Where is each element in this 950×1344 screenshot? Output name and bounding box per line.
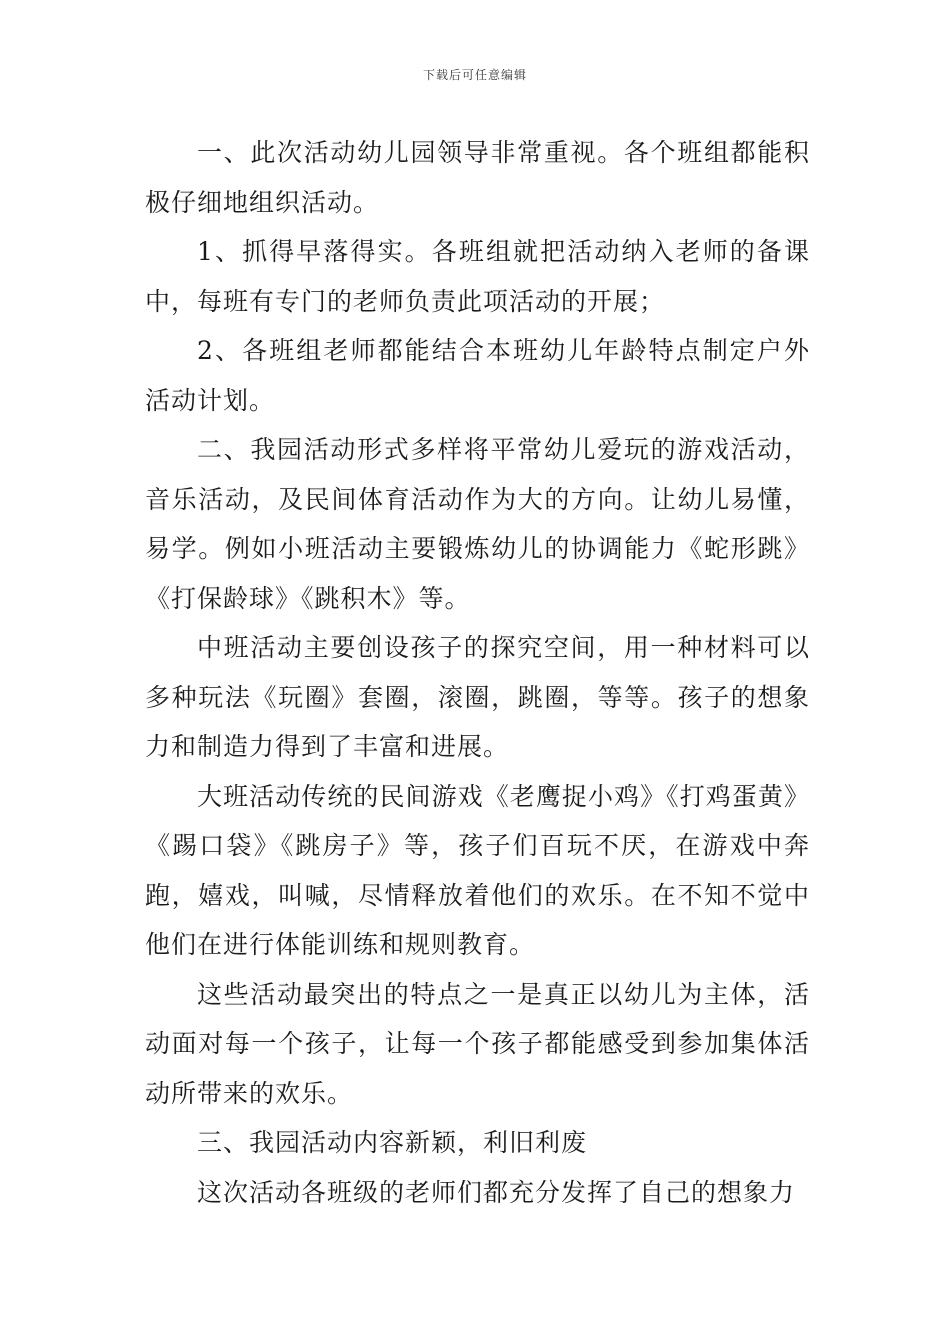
paragraph-3: 2、各班组老师都能结合本班幼儿年龄特点制定户外活动计划。 — [145, 336, 810, 415]
paragraph-8: 三、我园活动内容新颖，利旧利废 — [197, 1128, 588, 1157]
paragraph-6: 大班活动传统的民间游戏《老鹰捉小鸡》《打鸡蛋黄》《踢口袋》《跳房子》等，孩子们百玩不厌，在游戏中奔跑，嬉戏，叫喊，尽情释放着他们的欢乐。在不知不觉中他们在进行体能训练和规则教育。 — [145, 781, 810, 959]
page-header-note: 下载后可任意编辑 — [422, 68, 527, 82]
paragraph-2: 1、抓得早落得实。各班组就把活动纳入老师的备课中，每班有专门的老师负责此项活动的开展； — [145, 237, 810, 316]
document-body — [145, 128, 810, 1217]
paragraph-4: 二、我园活动形式多样将平常幼儿爱玩的游戏活动，音乐活动，及民间体育活动作为大的方向。让幼儿易懂，易学。例如小班活动主要锻炼幼儿的协调能力《蛇形跳》《打保龄球》《跳积木》等。 — [145, 435, 810, 613]
paragraph-5: 中班活动主要创设孩子的探究空间，用一种材料可以多种玩法《玩圈》套圈，滚圈，跳圈，等等。孩子的想象力和制造力得到了丰富和进展。 — [145, 633, 810, 761]
paragraph-1: 一、此次活动幼儿园领导非常重视。各个班组都能积极仔细地组织活动。 — [145, 138, 810, 217]
paragraph-7: 这些活动最突出的特点之一是真正以幼儿为主体，活动面对每一个孩子，让每一个孩子都能感受到参加集体活动所带来的欢乐。 — [145, 979, 810, 1108]
paragraph-9: 这次活动各班级的老师们都充分发挥了自己的想象力 — [197, 1177, 796, 1207]
